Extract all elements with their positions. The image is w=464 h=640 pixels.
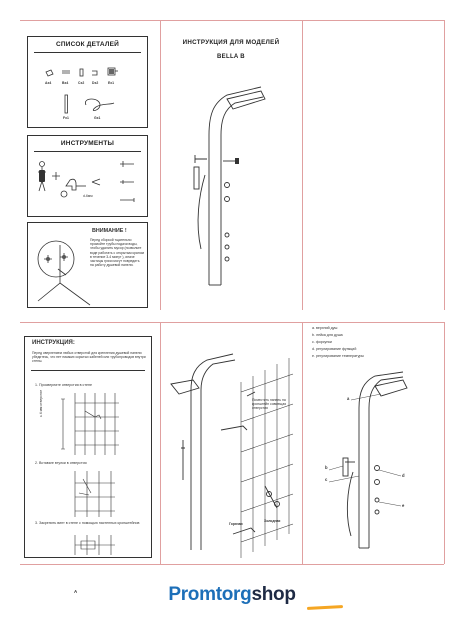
manual-title: ИНСТРУКЦИЯ ДЛЯ МОДЕЛЕЙ <box>182 39 280 46</box>
shower-panel-illustration <box>161 85 301 295</box>
brand-part-primary: Promtorg <box>168 584 252 605</box>
part-label: Cx2 <box>78 81 85 85</box>
panel-divider <box>444 322 445 564</box>
mounting-callout: Поместить панель на кронштейн совмещая отверстия <box>252 398 287 411</box>
panel-divider <box>20 564 444 565</box>
step-1-drill-illustration <box>25 389 153 459</box>
instruction-title: ИНСТРУКЦИЯ: <box>32 340 75 346</box>
panel-divider <box>444 20 445 310</box>
step-2-anchor-illustration <box>25 469 153 519</box>
parts-list-title: СПИСОК ДЕТАЛЕЙ <box>55 41 120 48</box>
labeled-panel-illustration <box>303 372 443 552</box>
callout-marker: e <box>402 503 405 508</box>
part-label: Ax4 <box>45 81 52 85</box>
warning-text: Перед сборкой тщательно промойте трубы подачи воды, чтобы удалить мусор (позвольте воде работать с открытым краном в течение 3-4 минут ), иначе частицы грязи могут повредить на работу душевой панели. <box>90 238 144 268</box>
tools-title: ИНСТРУМЕНТЫ <box>60 140 115 147</box>
legend-item: b. лейка для душа <box>312 333 343 337</box>
instruction-intro: Перед сверлением любых отверстий для крепления душевой панели убедитесь, что нет никаких скрытых кабелей или трубопроводов внутри стены. <box>32 351 146 364</box>
step-3-bracket-illustration <box>25 535 153 555</box>
drill-size-label: d-6мм <box>83 194 93 198</box>
callout-marker: d <box>402 473 405 478</box>
panel-divider <box>302 20 303 310</box>
parts-list-box <box>27 36 148 128</box>
callout-marker: c <box>325 477 328 482</box>
legend-item: c. форсунки <box>312 340 332 344</box>
step-3-text: 3. Закрепить винт в стене с помощью настенных кронштейнов <box>35 521 140 525</box>
callout-marker: a <box>347 396 350 401</box>
title-rule <box>31 370 145 371</box>
tools-illustration <box>28 136 149 218</box>
legend-item: a. верхний душ <box>312 326 338 330</box>
hole-depth-label: ≤ 4 мм отверстие <box>39 389 43 417</box>
warning-title: ВНИМАНИЕ ! <box>92 228 127 234</box>
part-label: Fx1 <box>63 116 69 120</box>
panel-divider <box>20 20 444 21</box>
brand-underline <box>307 605 343 610</box>
hot-water-label: Горячая <box>229 522 243 526</box>
part-label: Bx4 <box>62 81 69 85</box>
step-2-text: 2. Вставьте втулки в отверстия <box>35 461 87 465</box>
part-label: Gx1 <box>94 116 101 120</box>
step-1-text: 1. Просверлите отверстия в стене <box>35 383 92 387</box>
warning-box <box>27 222 148 308</box>
part-label: Ex1 <box>108 81 115 85</box>
tools-box <box>27 135 148 217</box>
brand-logo <box>0 584 464 606</box>
legend-item: e. регулирование температуры <box>312 354 364 358</box>
brand-part-secondary: shop <box>251 584 296 605</box>
part-label: Dx2 <box>92 81 99 85</box>
model-name: BELLA B <box>217 54 245 60</box>
cold-water-label: Холодная <box>264 519 281 523</box>
callout-marker: b <box>325 465 328 470</box>
bracket-marker: А <box>74 589 78 594</box>
instruction-box <box>24 336 152 558</box>
legend-item: d. регулирование функций <box>312 347 357 351</box>
